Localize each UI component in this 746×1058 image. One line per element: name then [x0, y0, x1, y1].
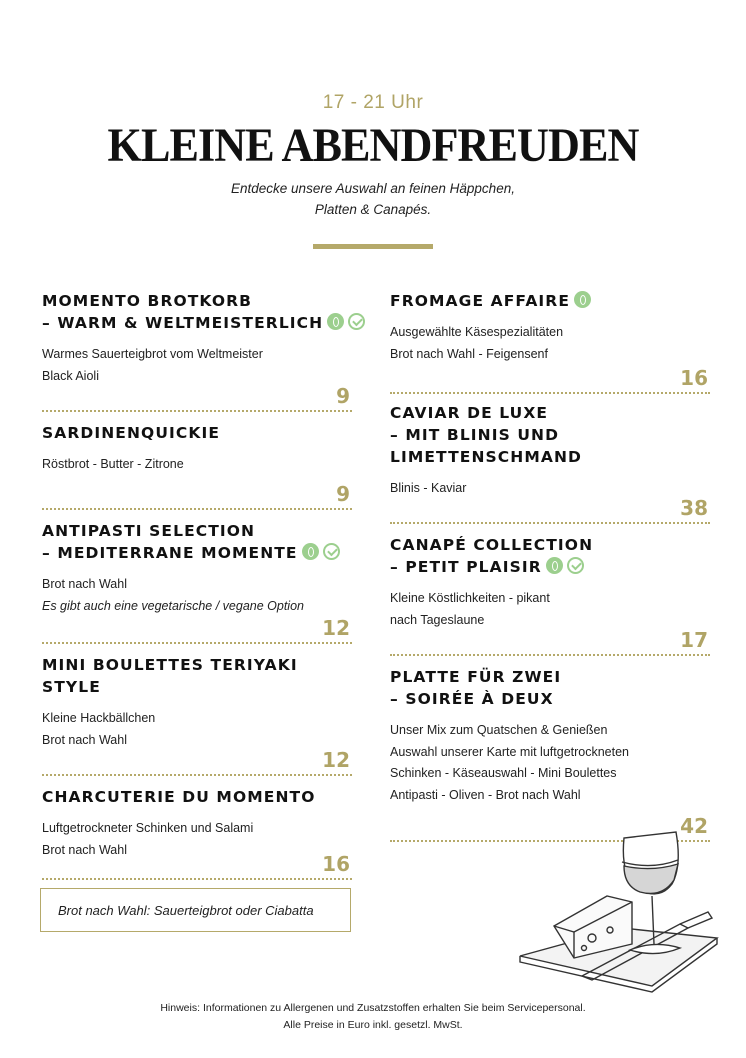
vegan-icon: [567, 557, 584, 574]
item-name-line: – MEDITERRANE MOMENTE: [42, 544, 298, 562]
description-line: Blinis - Kaviar: [390, 481, 467, 495]
item-price: 9: [336, 384, 350, 408]
menu-column-left: [42, 290, 352, 880]
page-title: KLEINE ABENDFREUDEN: [107, 119, 639, 172]
subtitle-line: Platten & Canapés.: [314, 202, 432, 217]
description-line: Schinken - Käseauswahl - Mini Boulettes: [390, 766, 617, 780]
item-description: [390, 322, 710, 365]
item-name-line: PLATTE FÜR ZWEI: [390, 668, 562, 686]
item-description: [390, 478, 710, 500]
vegetarian-icon: [574, 291, 591, 308]
description-line: Es gibt auch eine vegetarische / vegane Option: [42, 598, 304, 613]
item-name: [390, 666, 710, 710]
menu-item: [390, 402, 710, 524]
footer-line: Hinweis: Informationen zu Allergenen und Zusatzstoffen erhalten Sie beim Servicepersonal.: [160, 1002, 586, 1014]
item-price: 38: [680, 496, 708, 520]
item-name-line: SARDINENQUICKIE: [42, 424, 221, 442]
item-name: [42, 290, 352, 334]
item-name-line: CAVIAR DE LUXE: [390, 404, 549, 422]
item-name-line: – WARM & WELTMEISTERLICH: [42, 314, 324, 332]
item-name-line: STYLE: [42, 678, 101, 696]
item-name-line: – PETIT PLAISIR: [390, 558, 542, 576]
item-price: 9: [336, 482, 350, 506]
menu-item: [390, 290, 710, 394]
item-price: 12: [322, 616, 350, 640]
description-line: Warmes Sauerteigbrot vom Weltmeister: [42, 347, 263, 361]
description-line: Black Aioli: [42, 368, 99, 383]
item-name-line: – MIT BLINIS UND: [390, 426, 560, 444]
item-name-line: FROMAGE AFFAIRE: [390, 292, 571, 310]
item-name: [390, 402, 710, 468]
subtitle: [0, 178, 746, 220]
item-price: 17: [680, 628, 708, 652]
item-price: 12: [322, 748, 350, 772]
menu-item: [390, 534, 710, 656]
vegetarian-icon: [546, 557, 563, 574]
time-label: 17 - 21 Uhr: [322, 92, 424, 113]
description-line: Brot nach Wahl: [42, 577, 127, 591]
item-name-line: MOMENTO BROTKORB: [42, 292, 253, 310]
menu-item: [42, 654, 352, 776]
vegetarian-icon: [327, 313, 344, 330]
bread-note: Brot nach Wahl: Sauerteigbrot oder Ciabatta: [40, 888, 351, 932]
wine-cheese-illustration: [512, 826, 722, 994]
item-name: [42, 422, 352, 444]
description-line: Kleine Hackbällchen: [42, 711, 156, 725]
item-description: [390, 588, 710, 631]
item-name: [42, 654, 352, 698]
description-line: Röstbrot - Butter - Zitrone: [42, 457, 184, 471]
menu-column-right: [390, 290, 710, 842]
item-name: [390, 290, 710, 312]
description-line: Auswahl unserer Karte mit luftgetrockneten: [390, 744, 630, 759]
description-line: Brot nach Wahl: [42, 842, 127, 857]
menu-item: [42, 520, 352, 644]
menu-item: [42, 290, 352, 412]
description-line: Kleine Köstlichkeiten - pikant: [390, 591, 550, 605]
description-line: Brot nach Wahl: [42, 732, 127, 747]
item-name-line: CHARCUTERIE DU MOMENTO: [42, 788, 316, 806]
item-description: [42, 344, 352, 387]
vegan-icon: [348, 313, 365, 330]
description-line: Ausgewählte Käsespezialitäten: [390, 325, 564, 339]
description-line: nach Tageslaune: [390, 612, 485, 627]
item-description: [390, 720, 710, 806]
item-price: 16: [680, 366, 708, 390]
item-description: [42, 708, 352, 751]
item-name-line: MINI BOULETTES TERIYAKI: [42, 656, 298, 674]
description-line: Brot nach Wahl - Feigensenf: [390, 346, 548, 361]
vegan-icon: [323, 543, 340, 560]
menu-item: [390, 666, 710, 842]
item-name-line: LIMETTENSCHMAND: [390, 448, 582, 466]
item-name: [42, 520, 352, 564]
subtitle-line: Entdecke unsere Auswahl an feinen Häppchen,: [231, 181, 515, 196]
item-description: [42, 454, 352, 476]
footer-line: Alle Preise in Euro inkl. gesetzl. MwSt.: [283, 1019, 463, 1031]
item-name: [390, 534, 710, 578]
item-price: 42: [680, 814, 708, 838]
item-description: [42, 574, 352, 617]
item-name-line: ANTIPASTI SELECTION: [42, 522, 256, 540]
item-description: [42, 818, 352, 861]
item-name: [42, 786, 352, 808]
menu-item: [42, 786, 352, 880]
divider: [313, 244, 433, 249]
description-line: Unser Mix zum Quatschen & Genießen: [390, 723, 608, 737]
item-name-line: – SOIRÉE À DEUX: [390, 690, 554, 708]
vegetarian-icon: [302, 543, 319, 560]
description-line: Luftgetrockneter Schinken und Salami: [42, 821, 254, 835]
menu-item: [42, 422, 352, 510]
description-line: Antipasti - Oliven - Brot nach Wahl: [390, 787, 581, 802]
item-name-line: CANAPÉ COLLECTION: [390, 536, 594, 554]
footer: [0, 1000, 746, 1034]
item-price: 16: [322, 852, 350, 876]
